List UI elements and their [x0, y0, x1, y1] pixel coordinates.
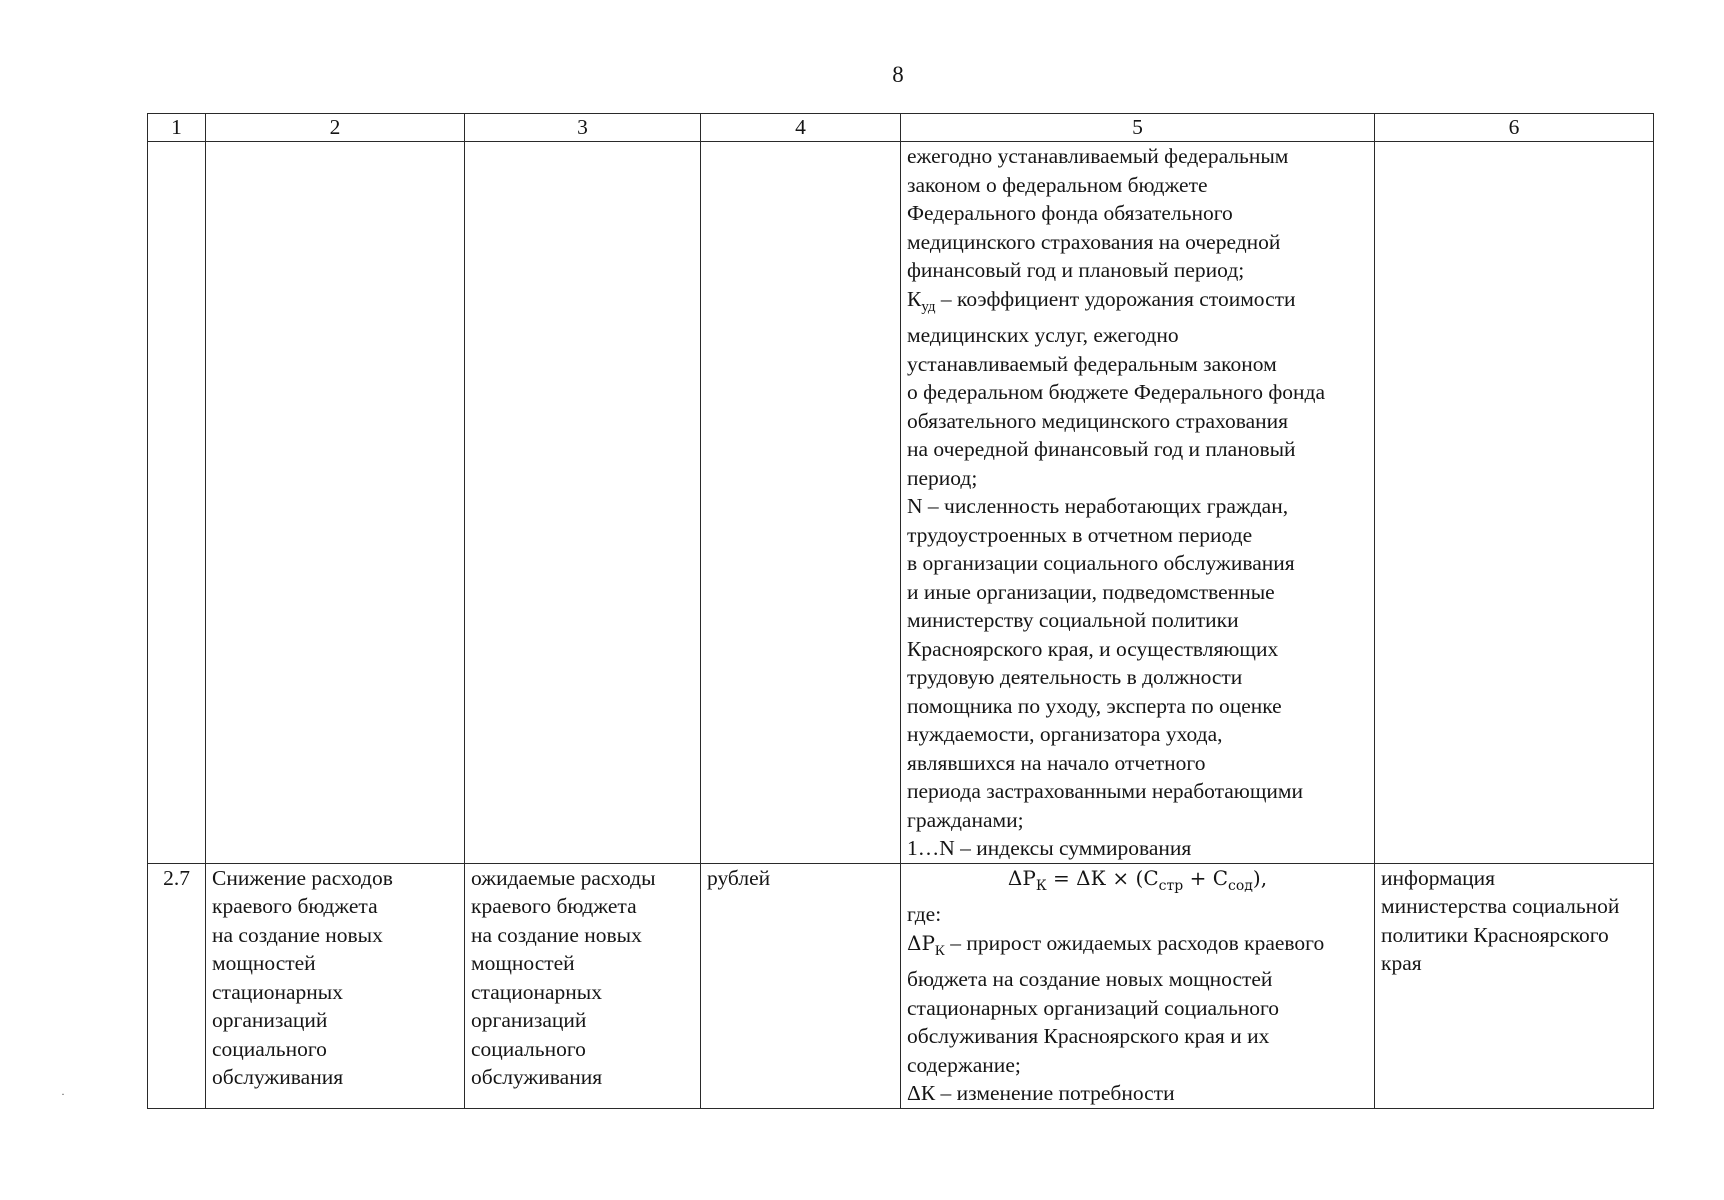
indicator-value-cell [465, 863, 701, 1108]
n-def-line: Красноярского края, и осуществляющих [907, 636, 1279, 661]
n-def-line: в организации социального обслуживания [907, 551, 1295, 575]
unit-value: рублей [707, 865, 771, 890]
n-def-line: периода застрахованными неработающими [907, 779, 1304, 803]
cont-cell-3 [465, 142, 701, 864]
formula-end: ), [1252, 865, 1268, 890]
kud-def-text: – коэффициент удорожания стоимости [935, 286, 1296, 311]
calculation-formula [907, 864, 1368, 901]
dp-def-text: – прирост ожидаемых расходов краевого [944, 930, 1325, 955]
indicator-name: Снижение расходов краевого бюджета на создание новых мощностей стационарных организаций социального обслуживания [212, 865, 393, 1089]
header-cell-2: 2 [206, 114, 465, 142]
kud-def-line: на очередной финансовый год и плановый [907, 437, 1296, 461]
header-cell-5: 5 [901, 114, 1375, 142]
where-label: где: [907, 902, 942, 926]
formula-sod-sub: сод [1228, 877, 1253, 894]
table-row-continuation [148, 142, 1654, 864]
dk-definition: ΔК – изменение потребности [907, 1081, 1175, 1105]
cont-cell-2 [206, 142, 465, 864]
table-header-row [148, 114, 1654, 142]
formula-p-sub: К [1035, 877, 1047, 894]
indicator-description: ожидаемые расходы краевого бюджета на создание новых мощностей стационарных организаций социального обслуживания [471, 865, 656, 1089]
formula-plus: + С [1183, 865, 1228, 890]
kud-definition [907, 285, 1368, 322]
formula-delta-p: ΔP [1007, 865, 1036, 890]
n-def-line: и иные организации, подведомственные [907, 579, 1275, 604]
page-number: 8 [892, 62, 904, 87]
cont-text-line: финансовый год и плановый период; [907, 258, 1245, 282]
cont-text-line: медицинского страхования на очередной [907, 229, 1281, 254]
n-def-line: гражданами; [907, 807, 1024, 832]
n-def-line: трудоустроенных в отчетном периоде [907, 522, 1253, 547]
dp-definition [907, 929, 1368, 966]
source-cell [1375, 863, 1654, 1108]
cont-text-line: Федерального фонда обязательного [907, 201, 1233, 225]
dp-subscript: К [934, 942, 945, 959]
cont-cell-1 [148, 142, 206, 864]
method-cell [901, 863, 1375, 1108]
kud-def-line: медицинских услуг, ежегодно [907, 323, 1179, 347]
n-def-line: нуждаемости, организатора ухода, [907, 722, 1223, 746]
row-number: 2.7 [148, 863, 206, 1108]
n-def-line: министерству социальной политики [907, 608, 1239, 632]
header-cell-4: 4 [701, 114, 901, 142]
formula-mid: = ΔК × (С [1046, 865, 1159, 890]
kud-symbol: К [907, 286, 922, 311]
cont-text-line: ежегодно устанавливаемый федеральным [907, 144, 1289, 168]
indicator-name-cell [206, 863, 465, 1108]
kud-subscript: уд [921, 298, 936, 315]
header-cell-1: 1 [148, 114, 206, 142]
cont-cell-4 [701, 142, 901, 864]
n-def-line: трудовую деятельность в должности [907, 665, 1243, 689]
kud-def-line: обязательного медицинского страхования [907, 408, 1289, 433]
n-def-line: помощника по уходу, эксперта по оценке [907, 693, 1282, 718]
header-cell-3: 3 [465, 114, 701, 142]
n-def-line: N – численность неработающих граждан, [907, 494, 1289, 518]
indicators-table [147, 113, 1654, 1109]
table-row-2-7 [148, 863, 1654, 1108]
cont-cell-6 [1375, 142, 1654, 864]
kud-def-line: о федеральном бюджете Федерального фонда [907, 380, 1325, 404]
dp-def-line: стационарных организаций социального [907, 995, 1280, 1020]
cont-cell-5 [901, 142, 1375, 864]
dp-def-line: бюджета на создание новых мощностей [907, 967, 1273, 991]
unit-cell [701, 863, 901, 1108]
kud-def-line: период; [907, 465, 978, 490]
dp-symbol: ΔP [907, 930, 935, 955]
scan-speck: · [61, 1087, 65, 1101]
kud-def-line: устанавливаемый федеральным законом [907, 351, 1277, 376]
header-cell-6: 6 [1375, 114, 1654, 142]
dp-def-line: содержание; [907, 1052, 1021, 1077]
n-def-line: являвшихся на начало отчетного [907, 750, 1206, 775]
dp-def-line: обслуживания Красноярского края и их [907, 1024, 1270, 1048]
cont-text-line: законом о федеральном бюджете [907, 172, 1208, 197]
summation-index-line: 1…N – индексы суммирования [907, 836, 1192, 860]
data-source: информация министерства социальной политики Красноярского края [1381, 865, 1620, 975]
formula-str-sub: стр [1158, 877, 1184, 894]
